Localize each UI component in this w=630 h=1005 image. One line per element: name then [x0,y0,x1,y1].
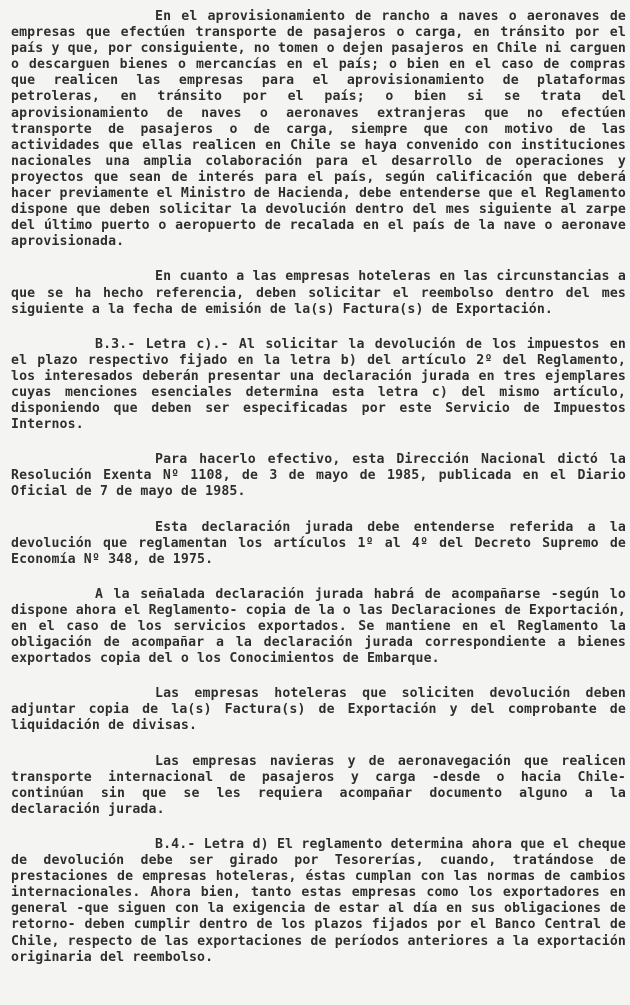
paragraph-empresas-hoteleras-reembolso: En cuanto a las empresas hoteleras en las circunstancias a que se ha hecho referencia, deben solicitar el reembolso dentro del mes siguiente a la fecha de emisión de la(s) Factura(s) de Exportación. [11,269,626,317]
paragraph-declaracion-jurada: Esta declaración jurada debe entenderse referida a la devolución que reglamentan los artículos 1º al 4º del Decreto Supremo de Economía Nº 348, de 1975. [11,519,626,567]
paragraph-declaraciones-exportacion: A la señalada declaración jurada habrá de acompañarse -según lo dispone ahora el Reglamento- copia de la o las Declaraciones de Exportación, en el caso de los servicios exportados. Se mantiene en el Reglamento la obligación de acompañar a la declaración jurada correspondiente a bienes exportados copia del o los Conocimientos de Embarque. [11,586,626,667]
paragraph-b4-letra-d: B.4.- Letra d) El reglamento determina ahora que el cheque de devolución debe ser girado por Tesorerías, cuando, tratándose de prestaciones de empresas hoteleras, éstas cumplan con las normas de cambios internacionales. Ahora bien, tanto estas empresas como los exportadores en general -que siguen con la exigencia de estar al día en sus obligaciones de retorno- deben cumplir dentro de los plazos fijados por el Banco Central de Chile, respecto de las exportaciones de períodos anteriores a la exportación originaria del reembolso. [11,836,626,965]
paragraph-rancho-aprovisionamiento: En el aprovisionamiento de rancho a naves o aeronaves de empresas que efectúen transporte de pasajeros o carga, en tránsito por el país y que, por consiguiente, no tomen o dejen pasajeros en Chile ni carguen o descarguen bienes o mercancías en el país; o bien en el caso de compras que realicen las empresas para el aprovisionamiento de plataformas petroleras, en tránsito por el país; o bien si se trata del aprovisionamiento de naves o aeronaves extranjeras que no efectúen transporte de pasajeros o de carga, siempre que con motivo de las actividades que ellas realicen en Chile se haya convenido con instituciones nacionales una amplia colaboración para el desarrollo de operaciones y proyectos que sean de interés para el país, según calificación que deberá hacer previamente el Ministro de Hacienda, debe entenderse que el Reglamento dispone que deben solicitar la devolución dentro del mes siguiente al zarpe del último puerto o aeropuerto de recalada en el país de la nave o aeronave aprovisionada. [11,9,626,250]
paragraph-resolucion-exenta: Para hacerlo efectivo, esta Dirección Nacional dictó la Resolución Exenta Nº 1108, de 3 de mayo de 1985, publicada en el Diario Oficial de 7 de mayo de 1985. [11,452,626,500]
paragraph-b3-letra-c: B.3.- Letra c).- Al solicitar la devolución de los impuestos en el plazo respectivo fijado en la letra b) del artículo 2º del Reglamento, los interesados deberán presentar una declaración jurada en tres ejemplares cuyas menciones esenciales determina esta letra c) del mismo artículo, disponiendo que deben ser especificadas por este Servicio de Impuestos Internos. [11,336,626,433]
paragraph-navieras-aeronavegacion: Las empresas navieras y de aeronavegación que realicen transporte internacional de pasajeros y carga -desde o hacia Chile- continúan sin que se les requiera acompañar documento alguno a la declaración jurada. [11,753,626,817]
paragraph-hoteleras-adjuntar: Las empresas hoteleras que soliciten devolución deben adjuntar copia de la(s) Factura(s) de Exportación y del comprobante de liquidación de divisas. [11,686,626,734]
